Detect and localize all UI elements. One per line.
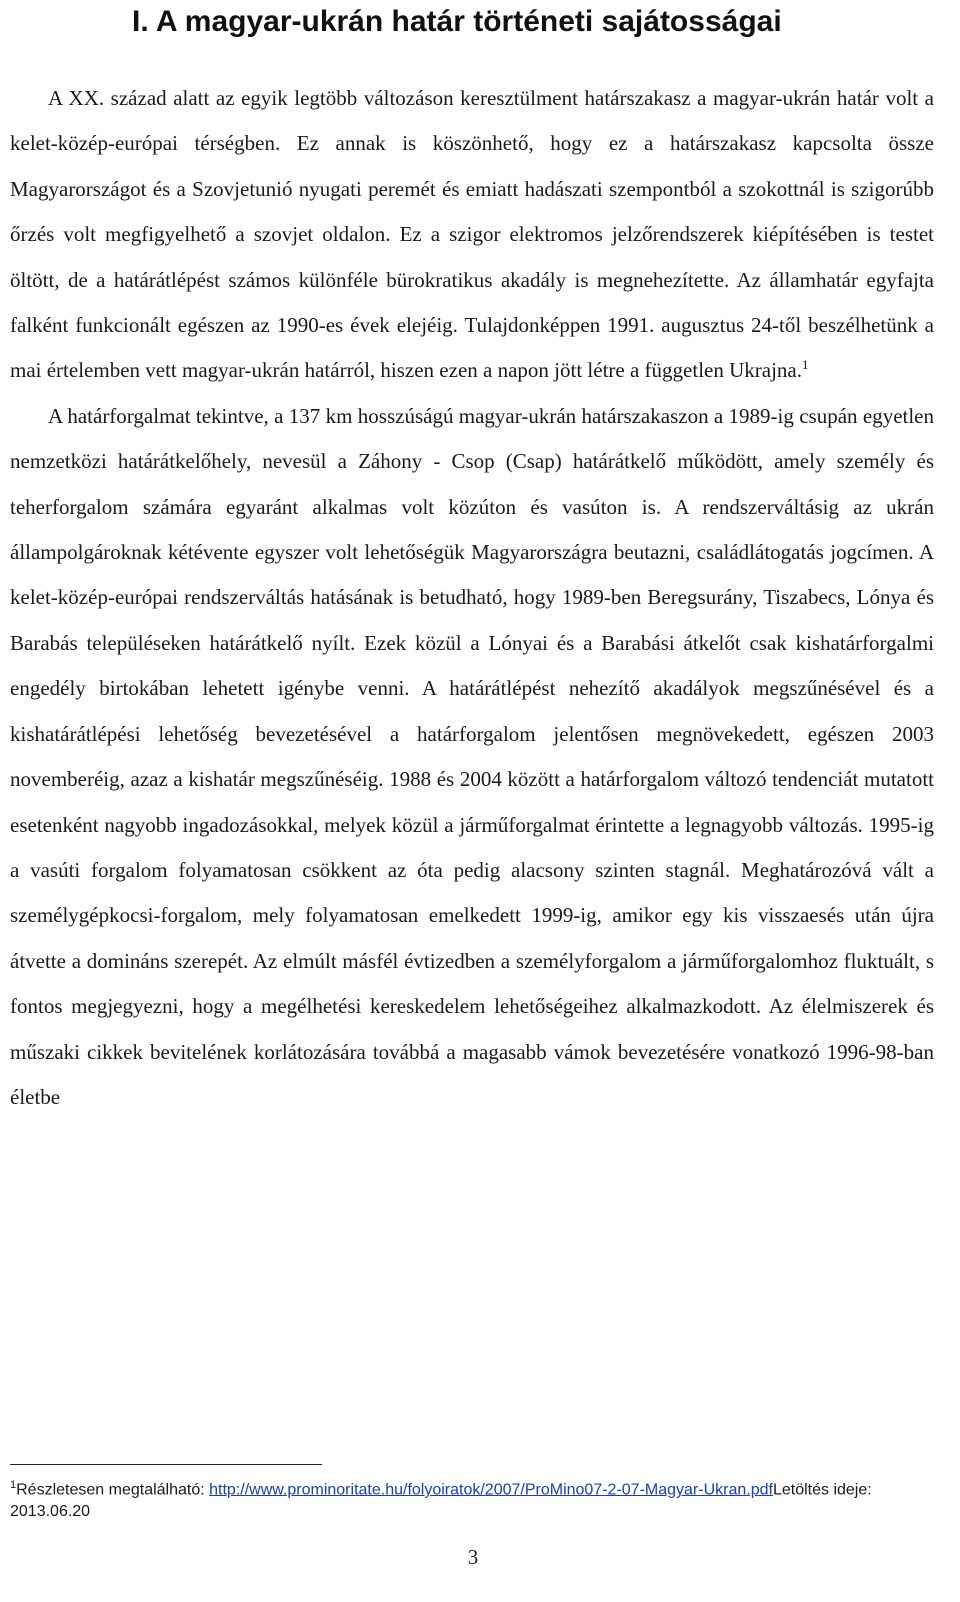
paragraph-1-text: A XX. század alatt az egyik legtöbb változáson keresztülment határszakasz a magyar-ukrán határ volt a kelet-közép-európai térségben. Ez annak is köszönhető, hogy ez a határszakasz kapcsolta össze Magyarországot és a Szovjetunió nyugati peremét és emiatt hadászati szempontból a szokottnál is szigorúbb őrzés volt megfigyelhető a szovjet oldalon. Ez a szigor elektromos jelzőrendszerek kiépítésében is testet öltött, de a határátlépést számos különféle bürokratikus akadály is megnehezítette. Az államhatár egyfajta falként funkcionált egészen az 1990-es évek elejéig. Tulajdonképpen 1991. augusztus 24-től beszélhetünk a mai értelemben vett magyar-ukrán határról, hiszen ezen a napon jött létre a független Ukrajna. bbox=[10, 86, 934, 383]
footnote-separator bbox=[10, 1464, 322, 1465]
body-text bbox=[10, 76, 934, 1120]
page-title: I. A magyar-ukrán határ történeti sajátosságai bbox=[132, 5, 782, 38]
footnote bbox=[10, 1474, 910, 1523]
footnote-reference[interactable]: 1 bbox=[801, 357, 809, 373]
footnote-link[interactable]: http://www.prominoritate.hu/folyoiratok/2007/ProMino07-2-07-Magyar-Ukran.pdf bbox=[209, 1481, 773, 1499]
footnote-number: 1 bbox=[10, 1479, 17, 1491]
footnote-prefix: Részletesen megtalálható: bbox=[16, 1481, 210, 1499]
paragraph-2: A határforgalmat tekintve, a 137 km hosszúságú magyar-ukrán határszakaszon a 1989-ig csupán egyetlen nemzetközi határátkelőhely, nevesül a Záhony - Csop (Csap) határátkelő működött, amely személy és teherforgalom számára egyaránt alkalmas volt közúton és vasúton is. A rendszerváltásig az ukrán állampolgároknak kétévente egyszer volt lehetőségük Magyarországra beutazni, családlátogatás jogcímen. A kelet-közép-európai rendszerváltás hatásának is betudható, hogy 1989-ben Beregsurány, Tiszabecs, Lónya és Barabás településeken határátkelő nyílt. Ezek közül a Lónyai és a Barabási átkelőt csak kishatárforgalmi engedély birtokában lehetett igénybe venni. A határátlépést nehezítő akadályok megszűnésével és a kishatárátlépési lehetőség bevezetésével a határforgalom jelentősen megnövekedett, egészen 2003 novemberéig, azaz a kishatár megszűnéséig. 1988 és 2004 között a határforgalom változó tendenciát mutatott esetenként nagyobb ingadozásokkal, melyek közül a járműforgalmat érintette a legnagyobb változás. 1995-ig a vasúti forgalom folyamatosan csökkent az óta pedig alacsony szinten stagnál. Meghatározóvá vált a személygépkocsi-forgalom, mely folyamatosan emelkedett 1999-ig, amikor egy kis visszaesés után újra átvette a domináns szerepét. Az elmúlt másfél évtizedben a személyforgalom a járműforgalomhoz fluktuált, s fontos megjegyezni, hogy a megélhetési kereskedelem lehetőségeihez alkalmazkodott. Az élelmiszerek és műszaki cikkek bevitelének korlátozására továbbá a magasabb vámok bevezetésére vonatkozó 1996-98-ban életbe bbox=[10, 403, 934, 1109]
footnote-suffix: Letöltés ideje: 2013.06.20 bbox=[10, 1481, 872, 1521]
paragraph-1 bbox=[10, 76, 934, 394]
page-number: 3 bbox=[467, 1545, 479, 1569]
